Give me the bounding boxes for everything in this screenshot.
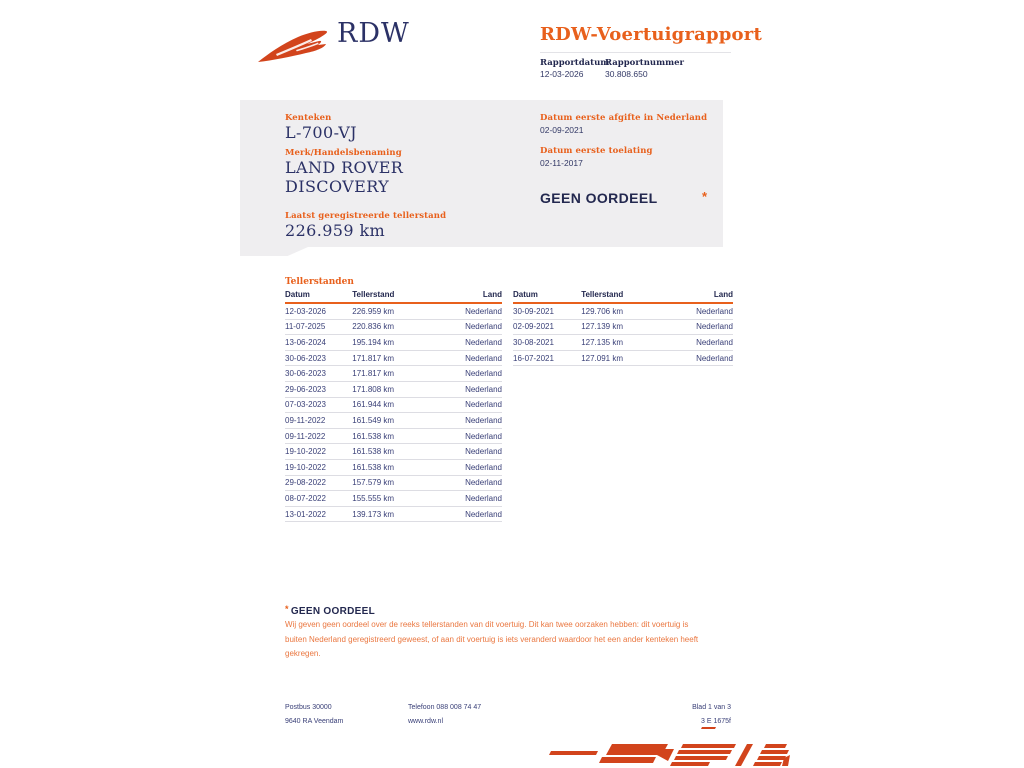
merk-line1: LAND ROVER [285,158,404,177]
odometer-row [285,303,502,319]
col-tellerstand: Tellerstand [352,290,437,303]
footer-form-code: 3 E 1675f [701,718,731,725]
document-title: RDW-Voertuigrapport [540,24,762,45]
odometer-row [285,397,502,413]
row-tellerstand: 171.817 km [352,366,437,382]
row-tellerstand: 129.706 km [581,303,667,319]
tellerstand-label: Laatst geregistreerde tellerstand [285,211,447,221]
odometer-row [285,506,502,522]
merk-label: Merk/Handelsbenaming [285,148,402,158]
row-land: Nederland [437,397,502,413]
odometer-row [285,491,502,507]
row-datum: 02-09-2021 [513,319,581,335]
row-land: Nederland [437,381,502,397]
footer-page-number: Blad 1 van 3 [692,704,731,711]
odometer-row [285,413,502,429]
row-land: Nederland [667,350,733,366]
row-land: Nederland [437,475,502,491]
odometer-table-right [513,290,733,366]
footer-city: 9640 RA Veendam [285,718,344,725]
report-number-value: 30.808.650 [605,69,648,79]
row-land: Nederland [437,444,502,460]
row-datum: 11-07-2025 [285,319,352,335]
footer-address [285,701,343,729]
row-land: Nederland [437,459,502,475]
toelating-value: 02-11-2017 [540,158,583,168]
title-divider [540,52,731,53]
row-tellerstand: 161.944 km [352,397,437,413]
rdw-logo-text: RDW [337,18,410,49]
footnote-asterisk: * [285,604,289,614]
footnote-title [285,604,375,617]
table-header-row [513,290,733,303]
row-tellerstand: 161.538 km [352,428,437,444]
odometer-row [285,381,502,397]
row-land: Nederland [437,366,502,382]
row-tellerstand: 171.817 km [352,350,437,366]
tellerstanden-section-title: Tellerstanden [285,277,354,287]
row-datum: 29-06-2023 [285,381,352,397]
row-tellerstand: 127.091 km [581,350,667,366]
row-land: Nederland [437,319,502,335]
row-datum: 30-09-2021 [513,303,581,319]
odometer-row [285,366,502,382]
odometer-row [285,444,502,460]
afgifte-label: Datum eerste afgifte in Nederland [540,113,708,123]
row-land: Nederland [667,319,733,335]
odometer-row [513,350,733,366]
footer-contact [408,701,481,729]
row-datum: 13-06-2024 [285,335,352,351]
row-datum: 07-03-2023 [285,397,352,413]
col-land: Land [667,290,733,303]
rdw-bird-logo-icon [256,24,332,68]
summary-box-corner-tab [240,247,308,256]
row-tellerstand: 171.808 km [352,381,437,397]
odometer-row [285,350,502,366]
row-tellerstand: 220.836 km [352,319,437,335]
col-datum: Datum [285,290,352,303]
footer-website: www.rdw.nl [408,718,444,725]
col-land: Land [437,290,502,303]
row-datum: 16-07-2021 [513,350,581,366]
odometer-table-left [285,290,502,522]
row-datum: 09-11-2022 [285,413,352,429]
row-tellerstand: 161.538 km [352,444,437,460]
rdw-stripe-graphic [540,725,790,768]
tellerstand-value: 226.959 km [285,221,386,240]
row-tellerstand: 226.959 km [352,303,437,319]
row-land: Nederland [667,303,733,319]
row-datum: 30-06-2023 [285,350,352,366]
odometer-row [285,428,502,444]
row-datum: 13-01-2022 [285,506,352,522]
row-tellerstand: 161.549 km [352,413,437,429]
row-tellerstand: 161.538 km [352,459,437,475]
row-datum: 30-06-2023 [285,366,352,382]
table-header-row [285,290,502,303]
kenteken-value: L-700-VJ [285,123,357,142]
odometer-row [513,303,733,319]
report-date-label: Rapportdatum [540,58,610,68]
verdict-text: GEEN OORDEEL [540,190,658,206]
row-datum: 09-11-2022 [285,428,352,444]
odometer-row [285,475,502,491]
row-tellerstand: 155.555 km [352,491,437,507]
row-land: Nederland [437,413,502,429]
row-land: Nederland [437,335,502,351]
row-land: Nederland [437,350,502,366]
toelating-label: Datum eerste toelating [540,146,653,156]
row-datum: 12-03-2026 [285,303,352,319]
row-tellerstand: 127.135 km [581,335,667,351]
col-tellerstand: Tellerstand [581,290,667,303]
odometer-row [513,319,733,335]
row-tellerstand: 127.139 km [581,319,667,335]
report-date-value: 12-03-2026 [540,69,584,79]
row-land: Nederland [667,335,733,351]
report-number-label: Rapportnummer [605,58,684,68]
footnote-title-text: GEEN OORDEEL [290,606,375,617]
odometer-row [285,319,502,335]
footer-postbus: Postbus 30000 [285,704,332,711]
row-land: Nederland [437,506,502,522]
row-datum: 30-08-2021 [513,335,581,351]
merk-line2: DISCOVERY [285,177,390,196]
row-tellerstand: 195.194 km [352,335,437,351]
footer-phone: Telefoon 088 008 74 47 [408,704,482,711]
odometer-row [285,335,502,351]
verdict-asterisk: * [702,189,708,204]
afgifte-value: 02-09-2021 [540,125,584,135]
odometer-row [513,335,733,351]
merk-value [285,158,403,196]
row-tellerstand: 139.173 km [352,506,437,522]
row-tellerstand: 157.579 km [352,475,437,491]
col-datum: Datum [513,290,581,303]
odometer-row [285,459,502,475]
row-land: Nederland [437,303,502,319]
row-datum: 19-10-2022 [285,459,352,475]
row-land: Nederland [437,491,502,507]
kenteken-label: Kenteken [285,113,332,123]
row-datum: 19-10-2022 [285,444,352,460]
row-datum: 08-07-2022 [285,491,352,507]
row-land: Nederland [437,428,502,444]
row-datum: 29-08-2022 [285,475,352,491]
footnote-text: Wij geven geen oordeel over de reeks tellerstanden van dit voertuig. Dit kan twee oorzaken hebben: dit voertuig is buiten Nederland geregistreerd geweest, of aan dit voertuig is iets veranderd waardoor het een ander kenteken heeft gekregen. [285,620,699,658]
